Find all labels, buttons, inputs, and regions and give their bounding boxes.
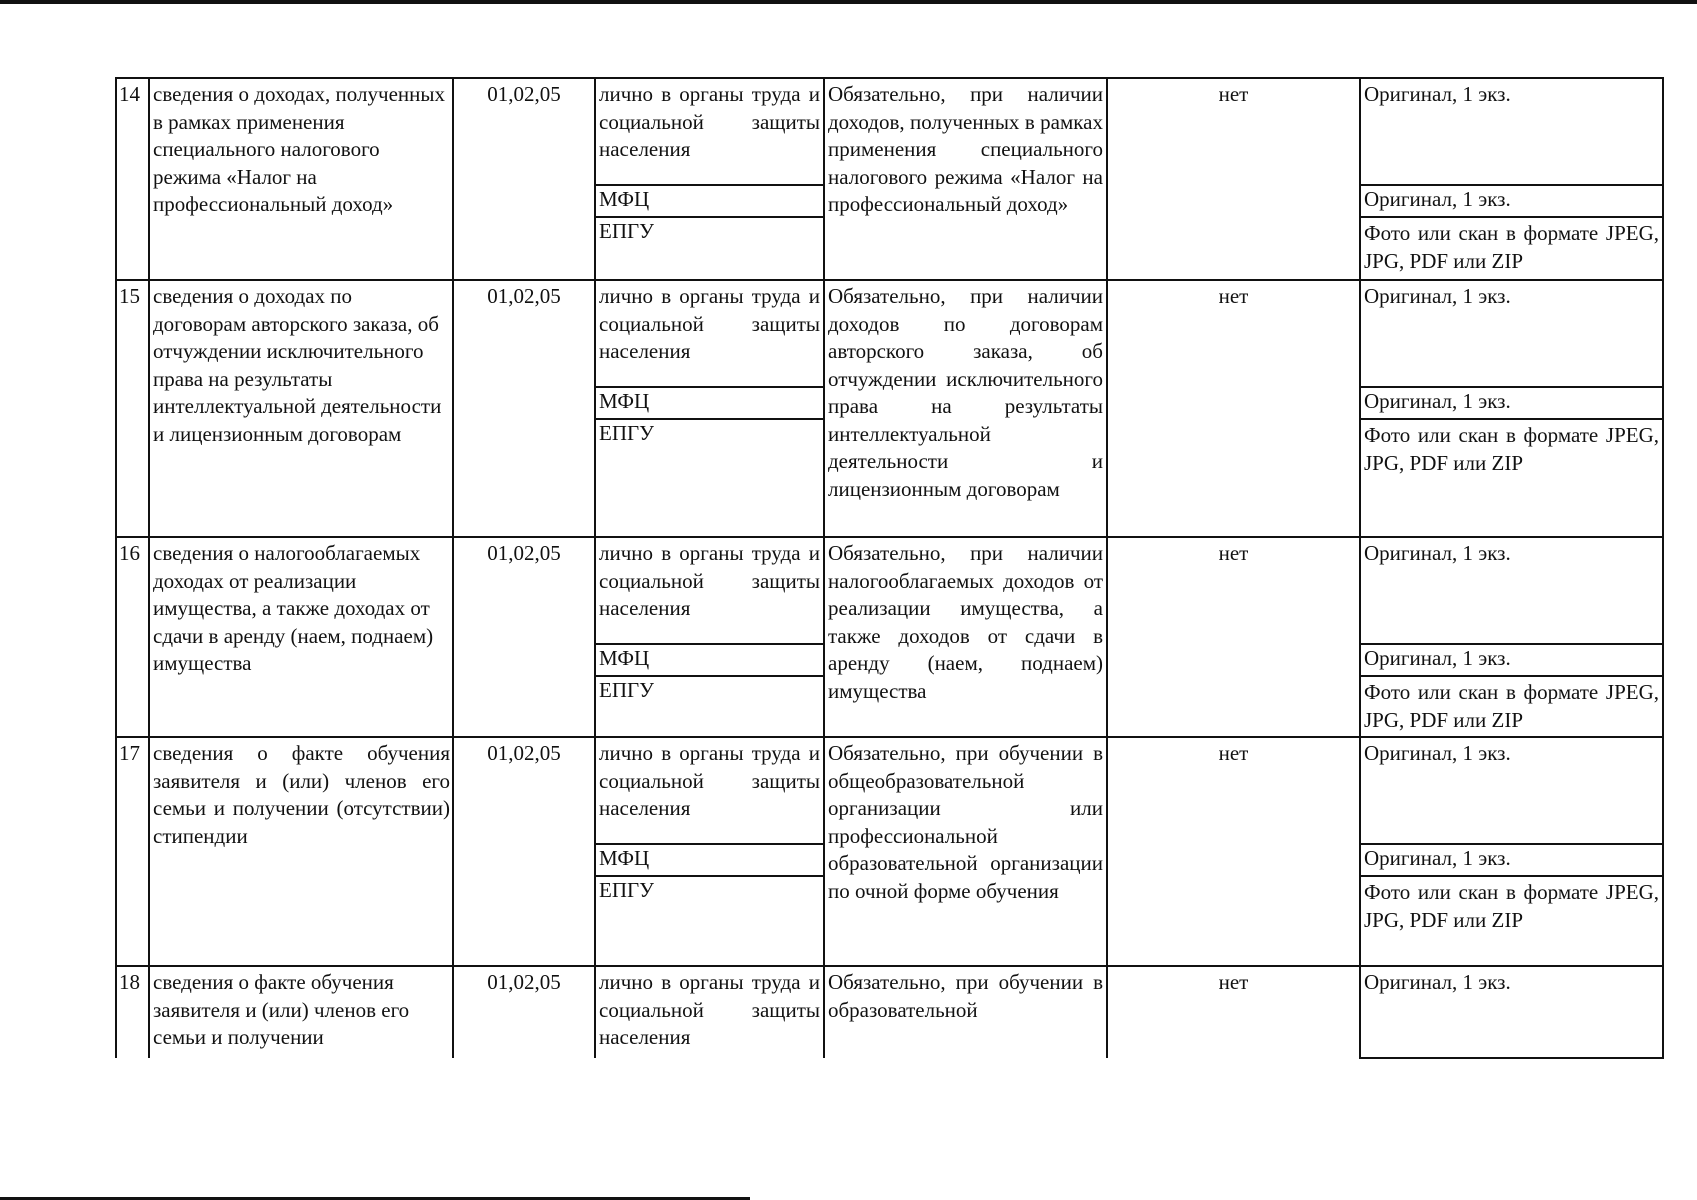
row-number: 17 xyxy=(116,737,149,966)
table-row xyxy=(116,537,1663,737)
flag-value: нет xyxy=(1107,78,1360,280)
document-description: сведения о факте обучения заявителя и (или) членов его семьи и получении xyxy=(149,966,453,1058)
form-original-1: Оригинал, 1 экз. xyxy=(1364,970,1511,994)
table-row xyxy=(116,966,1663,1058)
document-forms xyxy=(1360,280,1663,537)
form-electronic: Фото или скан в формате JPEG, JPG, PDF или ZIP xyxy=(1364,423,1659,475)
channel-in-person: лично в органы труда и социальной защиты населения xyxy=(596,281,823,388)
flag-value: нет xyxy=(1107,966,1360,1058)
channel-epgu: ЕПГУ xyxy=(599,421,655,445)
document-forms xyxy=(1360,966,1663,1058)
row-number: 18 xyxy=(116,966,149,1058)
category-codes: 01,02,05 xyxy=(453,280,595,537)
channel-epgu: ЕПГУ xyxy=(599,219,655,243)
table-row xyxy=(116,737,1663,966)
category-codes: 01,02,05 xyxy=(453,966,595,1058)
documents-table xyxy=(115,77,1664,1059)
flag-value: нет xyxy=(1107,537,1360,737)
document-description: сведения о факте обучения заявителя и (или) членов его семьи и получении (отсутствии) стипендии xyxy=(149,737,453,966)
channel-in-person: лично в органы труда и социальной защиты населения xyxy=(596,538,823,645)
flag-value: нет xyxy=(1107,280,1360,537)
submission-channels xyxy=(595,737,824,966)
form-electronic: Фото или скан в формате JPEG, JPG, PDF или ZIP xyxy=(1364,880,1659,932)
submission-channels xyxy=(595,966,824,1058)
channel-epgu: ЕПГУ xyxy=(599,678,655,702)
form-original-2: Оригинал, 1 экз. xyxy=(1361,388,1662,420)
form-original-1: Оригинал, 1 экз. xyxy=(1361,738,1662,845)
document-description: сведения о доходах, полученных в рамках применения специального налогового режима «Налог на профессиональный доход» xyxy=(149,78,453,280)
channel-epgu: ЕПГУ xyxy=(599,878,655,902)
form-original-2: Оригинал, 1 экз. xyxy=(1361,645,1662,677)
channel-mfc: МФЦ xyxy=(596,186,823,218)
form-electronic: Фото или скан в формате JPEG, JPG, PDF или ZIP xyxy=(1364,221,1659,273)
form-original-1: Оригинал, 1 экз. xyxy=(1361,79,1662,186)
document-forms xyxy=(1360,78,1663,280)
table-row xyxy=(116,280,1663,537)
requirement-text: Обязательно, при наличии налогооблагаемых доходов от реализации имущества, а также доходов от сдачи в аренду (наем, поднаем) имущества xyxy=(824,537,1107,737)
channel-in-person: лично в органы труда и социальной защиты населения xyxy=(596,738,823,845)
document-description: сведения о доходах по договорам авторского заказа, об отчуждении исключительного права на результаты интеллектуальной деятельности и лицензионным договорам xyxy=(149,280,453,537)
document-forms xyxy=(1360,737,1663,966)
flag-value: нет xyxy=(1107,737,1360,966)
category-codes: 01,02,05 xyxy=(453,78,595,280)
requirement-text: Обязательно, при наличии доходов по договорам авторского заказа, об отчуждении исключительного права на результаты интеллектуальной деятельности и лицензионным договорам xyxy=(824,280,1107,537)
row-number: 14 xyxy=(116,78,149,280)
channel-in-person: лично в органы труда и социальной защиты населения xyxy=(596,79,823,186)
form-electronic: Фото или скан в формате JPEG, JPG, PDF или ZIP xyxy=(1364,680,1659,732)
submission-channels xyxy=(595,280,824,537)
channel-mfc: МФЦ xyxy=(596,645,823,677)
form-original-2: Оригинал, 1 экз. xyxy=(1361,186,1662,218)
document-forms xyxy=(1360,537,1663,737)
requirement-text: Обязательно, при наличии доходов, полученных в рамках применения специального налогового режима «Налог на профессиональный доход» xyxy=(824,78,1107,280)
form-original-2: Оригинал, 1 экз. xyxy=(1361,845,1662,877)
channel-mfc: МФЦ xyxy=(596,845,823,877)
table-row xyxy=(116,78,1663,280)
row-number: 16 xyxy=(116,537,149,737)
requirement-text: Обязательно, при обучении в образовательной xyxy=(824,966,1107,1058)
category-codes: 01,02,05 xyxy=(453,737,595,966)
form-original-1: Оригинал, 1 экз. xyxy=(1361,281,1662,388)
channel-in-person: лично в органы труда и социальной защиты населения xyxy=(599,970,820,1049)
form-original-1: Оригинал, 1 экз. xyxy=(1361,538,1662,645)
document-description: сведения о налогооблагаемых доходах от реализации имущества, а также доходах от сдачи в аренду (наем, поднаем) имущества xyxy=(149,537,453,737)
requirement-text: Обязательно, при обучении в общеобразовательной организации или профессиональной образовательной организации по очной форме обучения xyxy=(824,737,1107,966)
top-scan-border xyxy=(0,0,1697,4)
row-number: 15 xyxy=(116,280,149,537)
submission-channels xyxy=(595,78,824,280)
submission-channels xyxy=(595,537,824,737)
channel-mfc: МФЦ xyxy=(596,388,823,420)
category-codes: 01,02,05 xyxy=(453,537,595,737)
